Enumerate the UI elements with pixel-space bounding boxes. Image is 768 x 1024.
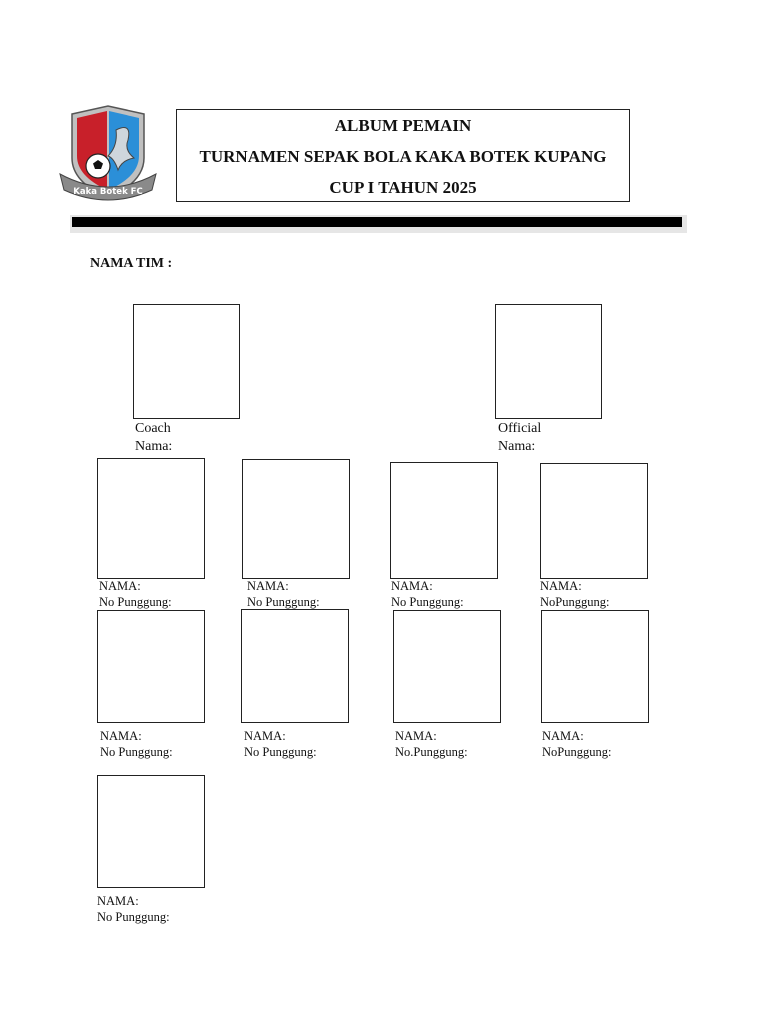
player-caption: [391, 578, 464, 610]
official-photo-box: [495, 304, 602, 419]
player-caption: [97, 893, 170, 925]
player-name-label: NAMA:: [391, 579, 433, 593]
coach-photo-box: [133, 304, 240, 419]
player-number-label: No Punggung:: [247, 595, 320, 609]
player-caption: [542, 728, 611, 760]
player-caption: [540, 578, 609, 610]
club-logo: [58, 100, 158, 202]
player-name-label: NAMA:: [540, 579, 582, 593]
coach-role: Coach: [135, 421, 171, 436]
title-line-1: ALBUM PEMAIN: [334, 116, 472, 135]
player-name-label: NAMA:: [100, 729, 142, 743]
player-photo-box: [241, 609, 349, 723]
player-number-label: No Punggung:: [244, 745, 317, 759]
official-name-label: Nama:: [498, 439, 536, 454]
title-box: [176, 109, 630, 202]
official-role: Official: [498, 421, 542, 436]
player-caption: [244, 728, 317, 760]
player-number-label: No Punggung:: [97, 910, 170, 924]
player-photo-box: [390, 462, 498, 579]
player-photo-box: [393, 610, 501, 723]
player-number-label: No.Punggung:: [395, 745, 468, 759]
logo-text: Kaka Botek FC: [73, 187, 143, 197]
player-number-label: No Punggung:: [391, 595, 464, 609]
player-photo-box: [541, 610, 649, 723]
player-number-label: NoPunggung:: [542, 745, 612, 759]
player-photo-box: [540, 463, 648, 579]
player-number-label: No Punggung:: [99, 595, 172, 609]
player-caption: [99, 578, 172, 610]
team-name-label: NAMA TIM :: [90, 256, 173, 271]
player-photo-box: [242, 459, 350, 579]
player-name-label: NAMA:: [542, 729, 584, 743]
player-name-label: NAMA:: [244, 729, 286, 743]
official-caption: [498, 420, 541, 456]
title-line-3: CUP I TAHUN 2025: [329, 178, 477, 197]
player-name-label: NAMA:: [395, 729, 437, 743]
coach-name-label: Nama:: [135, 439, 173, 454]
player-name-label: NAMA:: [99, 579, 141, 593]
title-line-2: TURNAMEN SEPAK BOLA KAKA BOTEK KUPANG: [199, 147, 607, 166]
player-number-label: No Punggung:: [100, 745, 173, 759]
divider: [72, 217, 682, 227]
player-photo-box: [97, 458, 205, 579]
player-number-label: NoPunggung:: [540, 595, 610, 609]
player-caption: [247, 578, 320, 610]
player-photo-box: [97, 775, 205, 888]
coach-caption: [135, 420, 172, 456]
player-caption: [395, 728, 468, 760]
player-caption: [100, 728, 173, 760]
player-name-label: NAMA:: [247, 579, 289, 593]
player-photo-box: [97, 610, 205, 723]
player-name-label: NAMA:: [97, 894, 139, 908]
